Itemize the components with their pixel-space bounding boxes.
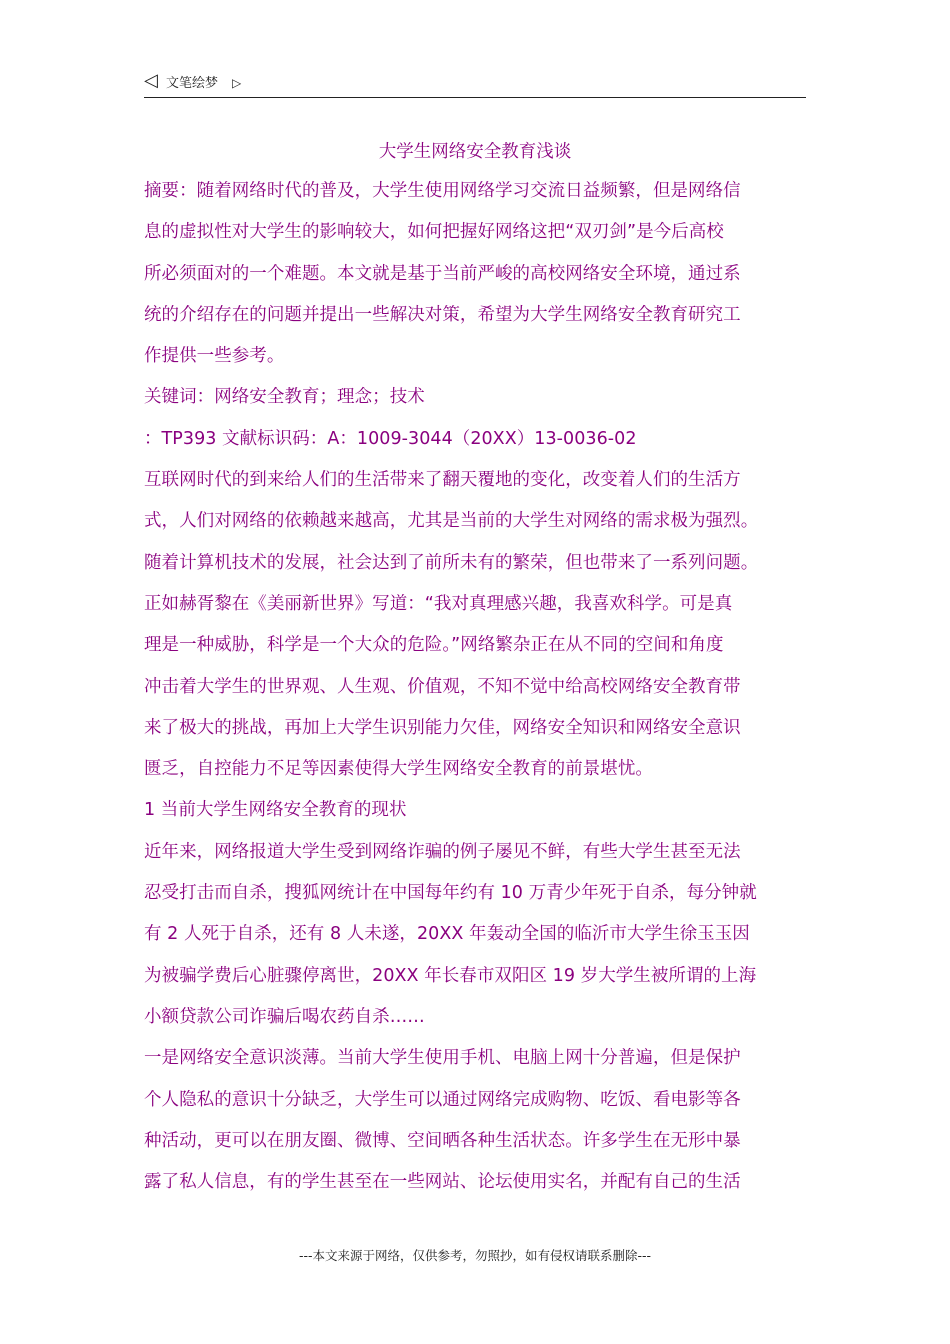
text-line: 摘要：随着网络时代的普及，大学生使用网络学习交流日益频繁，但是网络信 [144, 181, 741, 201]
text-line: 作提供一些参考。 [144, 346, 285, 367]
text-line: 互联网时代的到来给人们的生活带来了翻天覆地的变化，改变着人们的生活方 [144, 470, 741, 491]
text-line: 为被骗学费后心脏骤停离世，20XX 年长春市双阳区 19 岁大学生被所谓的上海 [144, 965, 757, 986]
text-line: 个人隐私的意识十分缺乏，大学生可以通过网络完成购物、吃饭、看电影等各 [144, 1089, 741, 1110]
text-line: 忍受打击而自杀，搜狐网统计在中国每年约有 10 万青少年死于自杀，每分钟就 [144, 883, 757, 904]
page-footer: ---本文来源于网络，仅供参考，勿照抄，如有侵权请联系删除--- [298, 1248, 652, 1263]
document-title: 大学生网络安全教育浅谈 [378, 142, 572, 162]
text-line: 露了私人信息，有的学生甚至在一些网站、论坛使用实名，并配有自己的生活 [144, 1172, 741, 1193]
left-triangle-icon: ◁ [144, 70, 158, 91]
header-text: 文笔绘梦 [166, 76, 219, 91]
text-line: 冲击着大学生的世界观、人生观、价值观，不知不觉中给高校网络安全教育带 [144, 676, 741, 697]
text-line: 正如赫胥黎在《美丽新世界》写道：“我对真理感兴趣，我喜欢科学。可是真 [144, 593, 733, 614]
text-line: 近年来，网络报道大学生受到网络诈骗的例子屡见不鲜，有些大学生甚至无法 [144, 841, 741, 862]
text-line: 所必须面对的一个难题。本文就是基于当前严峻的高校网络安全环境，通过系 [144, 263, 741, 284]
text-line: 理是一种威胁，科学是一个大众的危险。”网络繁杂正在从不同的空间和角度 [144, 635, 724, 656]
text-line: 匮乏，自控能力不足等因素使得大学生网络安全教育的前景堪忧。 [144, 759, 653, 780]
text-line: 小额贷款公司诈骗后喝农药自杀…… [144, 1006, 425, 1027]
right-triangle-icon: ▷ [232, 76, 242, 90]
header-rule [144, 97, 806, 98]
text-line: 有 2 人死于自杀，还有 8 人未遂，20XX 年轰动全国的临沂市大学生徐玉玉因 [144, 924, 750, 945]
text-line: 统的介绍存在的问题并提出一些解决对策，希望为大学生网络安全教育研究工 [144, 304, 741, 325]
text-line: 息的虚拟性对大学生的影响较大，如何把握好网络这把“双刃剑”是今后高校 [144, 222, 724, 243]
text-line: 一是网络安全意识淡薄。当前大学生使用手机、电脑上网十分普遍，但是保护 [144, 1048, 741, 1069]
text-line: 来了极大的挑战，再加上大学生识别能力欠佳，网络安全知识和网络安全意识 [144, 717, 741, 738]
text-line: 1 当前大学生网络安全教育的现状 [144, 800, 407, 821]
text-line: 关键词：网络安全教育；理念；技术 [144, 387, 425, 408]
text-line: 种活动，更可以在朋友圈、微博、空间晒各种生活状态。许多学生在无形中暴 [144, 1130, 741, 1151]
document-body [144, 171, 806, 1203]
text-line: ：TP393 文献标识码：A：1009-3044（20XX）13-0036-02 [144, 428, 637, 449]
text-line: 式，人们对网络的依赖越来越高，尤其是当前的大学生对网络的需求极为强烈。 [144, 511, 759, 532]
text-line: 随着计算机技术的发展，社会达到了前所未有的繁荣，但也带来了一系列问题。 [144, 552, 759, 573]
page-header [144, 72, 806, 98]
